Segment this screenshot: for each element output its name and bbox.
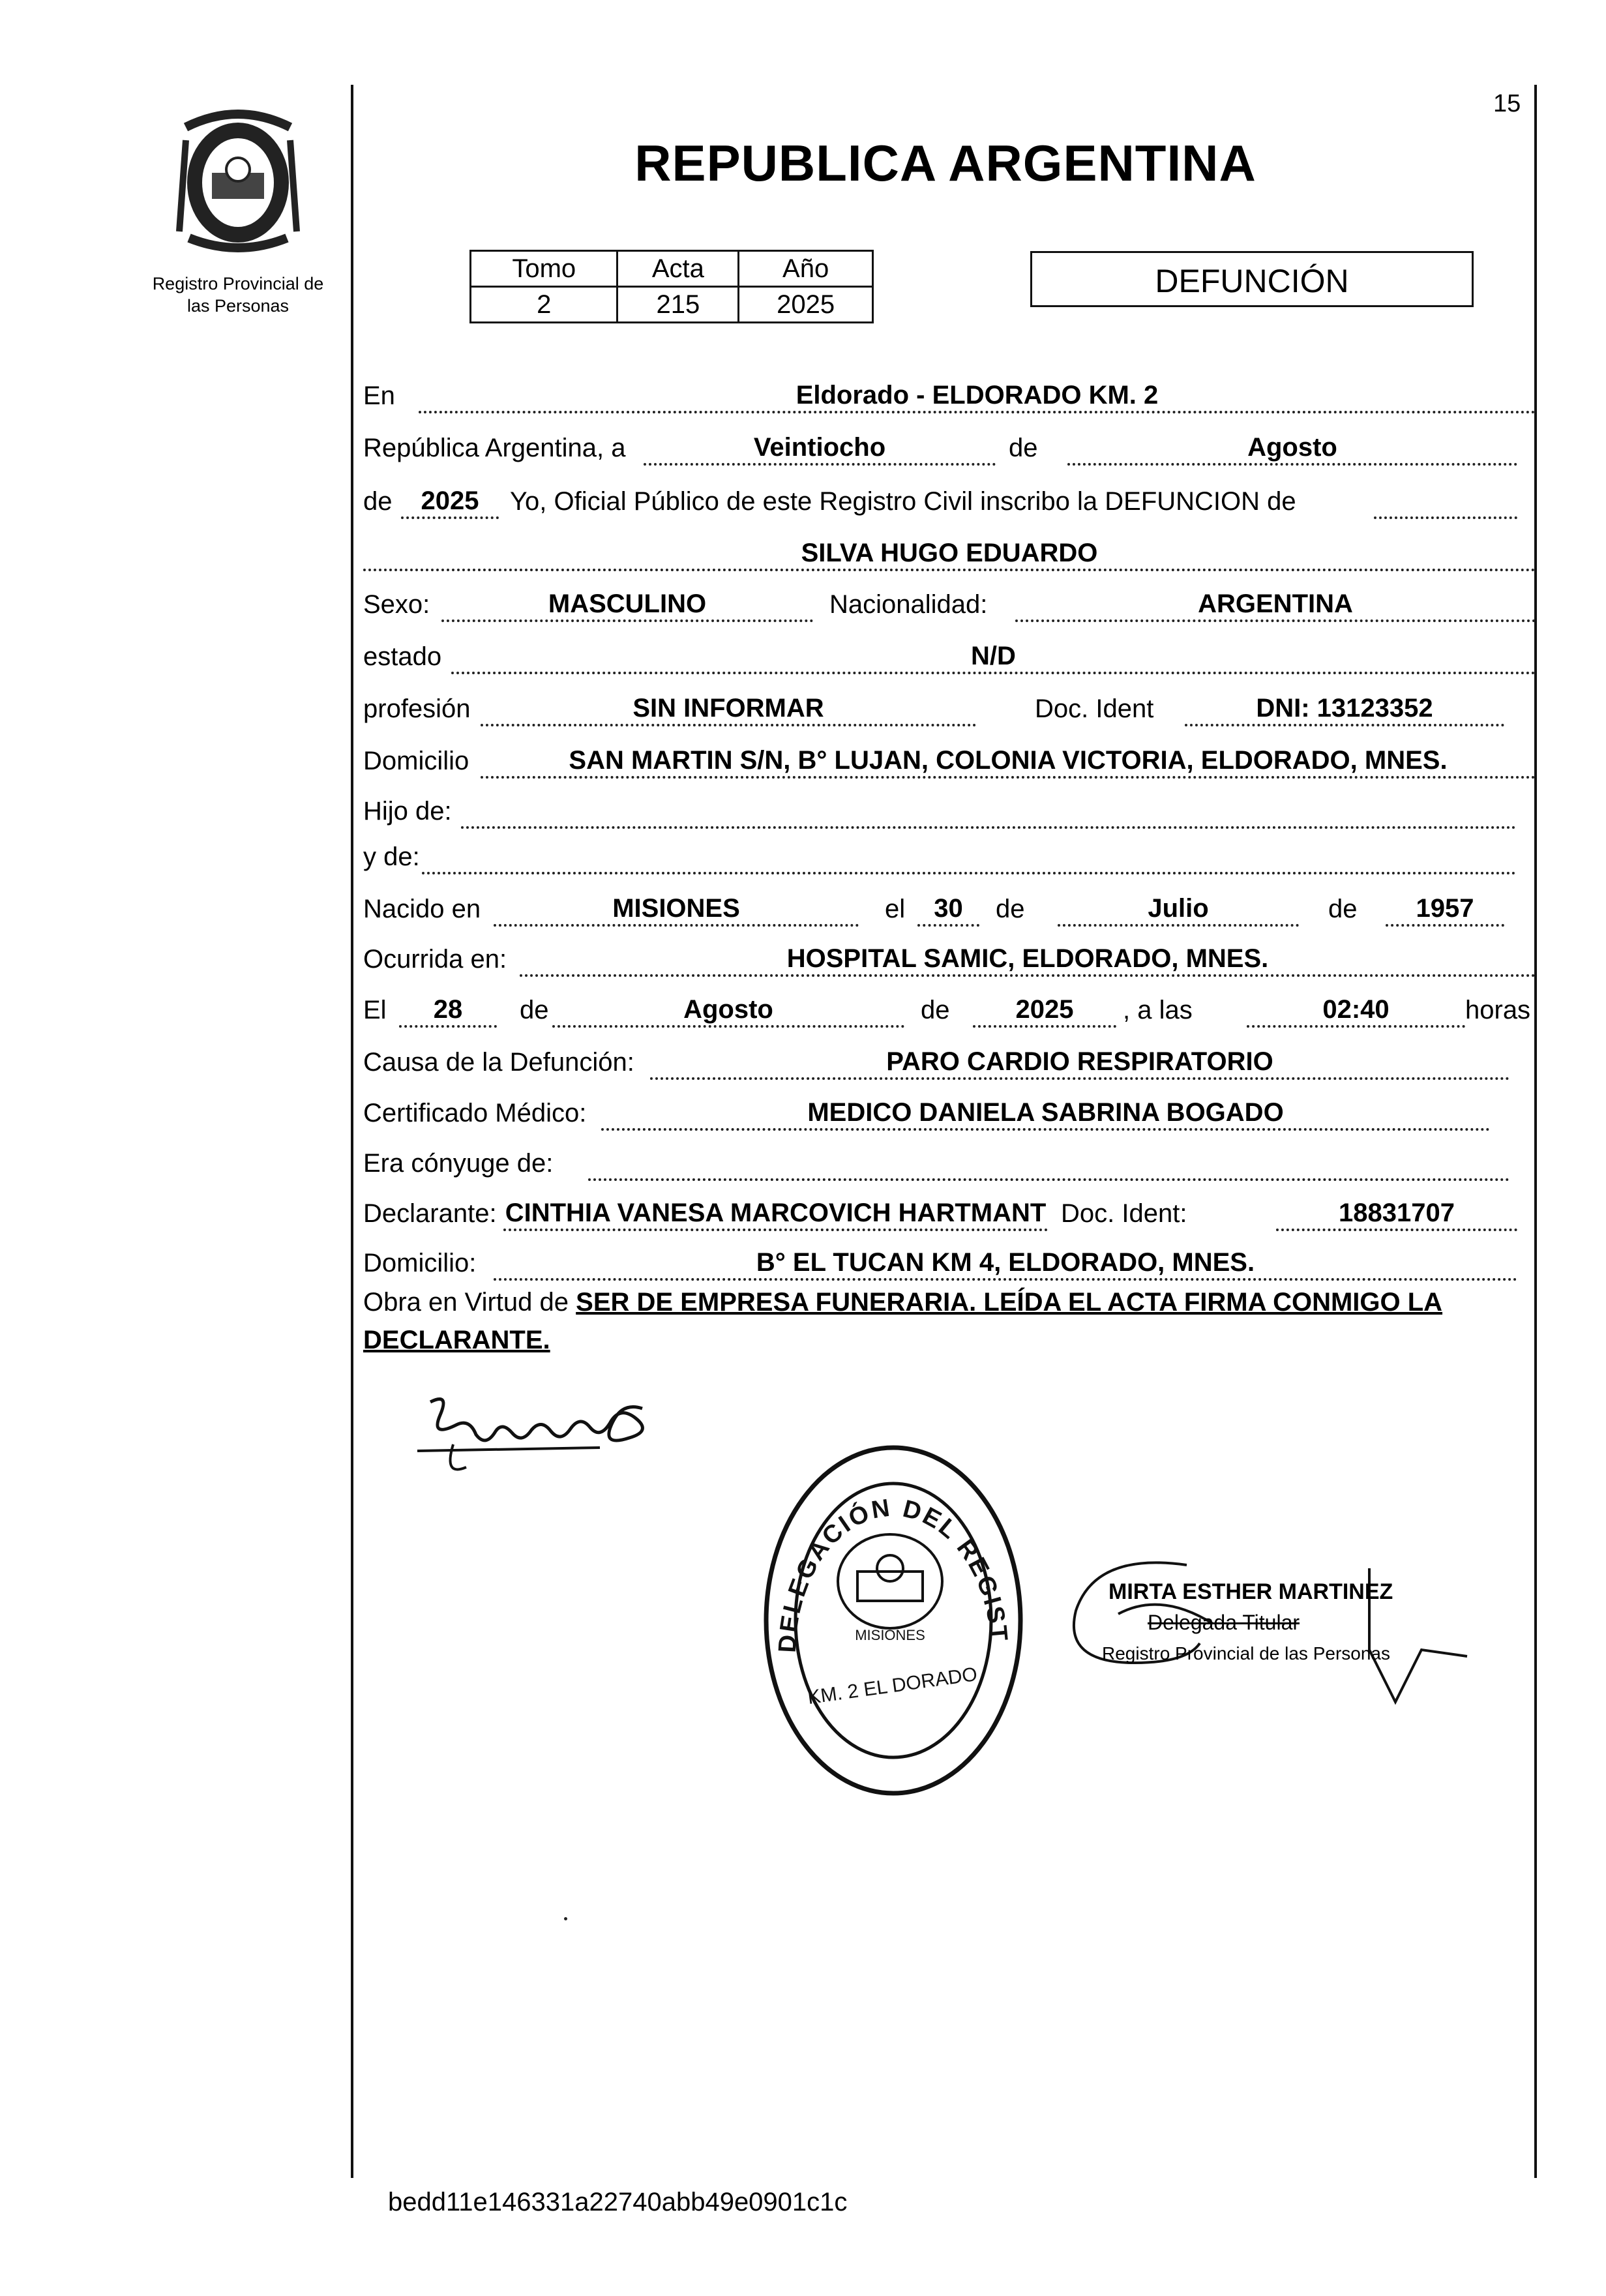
field-nac-anio: 1957: [1386, 893, 1504, 927]
field-nac-dia: 30: [917, 893, 979, 927]
field-estado: N/D: [451, 640, 1536, 674]
field-lugar: Eldorado - ELDORADO KM. 2: [419, 380, 1536, 413]
row-estado: [363, 631, 1536, 677]
label-sexo: Sexo:: [363, 590, 430, 619]
row-domicilio: [363, 736, 1536, 781]
label-causa: Causa de la Defunción:: [363, 1048, 634, 1077]
field-obra: SER DE EMPRESA FUNERARIA. LEÍDA EL ACTA FIRMA CONMIGO LA DECLARANTE.: [363, 1288, 1443, 1354]
label-en: En: [363, 381, 395, 410]
stray-dot: [564, 1917, 567, 1920]
field-certificado: MEDICO DANIELA SABRINA BOGADO: [601, 1097, 1490, 1131]
label-el: el: [885, 895, 906, 923]
field-causa: PARO CARDIO RESPIRATORIO: [650, 1046, 1509, 1080]
label-certificado: Certificado Médico:: [363, 1099, 587, 1127]
label-conyuge: Era cónyuge de:: [363, 1149, 554, 1178]
field-def-dia: 28: [399, 994, 497, 1028]
label-ocurrida: Ocurrida en:: [363, 945, 507, 974]
record-value-tomo: 2: [471, 287, 617, 323]
official-role: Delegada Titular: [1148, 1611, 1300, 1634]
label-domicilio: Domicilio: [363, 747, 469, 775]
label-de-def-anio: de: [921, 996, 950, 1024]
field-nombre: SILVA HUGO EDUARDO: [363, 537, 1536, 571]
label-el-defuncion: El: [363, 996, 387, 1024]
label-yo: Yo, Oficial Público de este Registro Civil inscribo la DEFUNCION de: [510, 487, 1296, 516]
row-lugar: [363, 370, 1536, 416]
field-nacido-en: MISIONES: [494, 893, 859, 927]
row-causa: [363, 1037, 1536, 1082]
svg-text:DELEGACIÓN DEL REGISTRO DE LAS: [756, 1438, 1013, 1653]
seal-ring-text: DELEGACIÓN DEL REGIST: [773, 1494, 1013, 1654]
field-domicilio: SAN MARTIN S/N, B° LUJAN, COLONIA VICTORIA, ELDORADO, MNES.: [481, 745, 1536, 779]
field-y-de: [422, 841, 1516, 874]
label-estado: estado: [363, 642, 442, 671]
label-de-anio-nac: de: [1328, 895, 1358, 923]
row-declarante: [363, 1188, 1536, 1234]
row-conyuge: [363, 1138, 1536, 1184]
record-value-acta: 215: [617, 287, 739, 323]
row-fecha: [363, 423, 1536, 468]
row-nombre: [363, 528, 1536, 574]
label-republica: República Argentina, a: [363, 434, 626, 462]
label-profesion: profesión: [363, 694, 471, 723]
label-obra: Obra en Virtud de: [363, 1288, 569, 1317]
row-hijo: [363, 786, 1536, 831]
row-profesion: [363, 683, 1536, 729]
field-domicilio-declarante: B° EL TUCAN KM 4, ELDORADO, MNES.: [494, 1247, 1517, 1281]
label-domicilio-declarante: Domicilio:: [363, 1249, 477, 1277]
seal-crest-icon: [838, 1534, 942, 1628]
field-declarante: CINTHIA VANESA MARCOVICH HARTMANT: [503, 1197, 1048, 1231]
row-domicilio-declarante: [363, 1238, 1536, 1283]
label-de-anio: de: [363, 487, 393, 516]
obra-en-virtud: [363, 1283, 1537, 1359]
label-declarante: Declarante:: [363, 1199, 497, 1228]
registry-line-2: las Personas: [186, 296, 290, 316]
field-conyuge: [588, 1147, 1509, 1181]
seal-crest-text: MISIONES: [855, 1627, 925, 1643]
official-name: MIRTA ESTHER MARTINEZ: [1108, 1579, 1393, 1604]
province-crest-logo: [160, 101, 316, 258]
field-sexo: MASCULINO: [441, 588, 813, 622]
row-inscribo: [363, 476, 1536, 522]
row-ocurrida: [363, 934, 1536, 979]
act-type-box: DEFUNCIÓN: [1030, 251, 1474, 307]
field-mes: Agosto: [1067, 432, 1517, 466]
registry-name: [127, 273, 349, 317]
left-margin-line: [351, 85, 353, 2178]
field-ocurrida: HOSPITAL SAMIC, ELDORADO, MNES.: [520, 943, 1536, 977]
record-header-acta: Acta: [617, 251, 739, 287]
declarant-signature: [404, 1386, 678, 1497]
row-nacido: [363, 884, 1536, 929]
label-doc-ident: Doc. Ident: [1035, 694, 1154, 723]
label-horas: horas: [1465, 996, 1531, 1024]
label-nacionalidad: Nacionalidad:: [829, 590, 988, 619]
label-y-de: y de:: [363, 842, 420, 871]
page-title: REPUBLICA ARGENTINA: [634, 134, 1257, 192]
seal-inner-text: KM. 2 EL DORADO: [806, 1663, 979, 1709]
row-sexo: [363, 579, 1536, 625]
record-header-tomo: Tomo: [471, 251, 617, 287]
label-de-mes-nac: de: [996, 895, 1025, 923]
official-org: Registro Provincial de las Personas: [1102, 1643, 1390, 1663]
official-signature: [1056, 1552, 1474, 1722]
registry-line-1: Registro Provincial de: [152, 274, 324, 293]
label-hijo: Hijo de:: [363, 797, 452, 826]
label-de: de: [1009, 434, 1038, 462]
field-anio: 2025: [401, 485, 499, 519]
field-dia: Veintiocho: [644, 432, 996, 466]
field-doc-ident: DNI: 13123352: [1185, 693, 1504, 726]
label-de-def: de: [520, 996, 549, 1024]
record-value-anio: 2025: [739, 287, 873, 323]
label-a-las: , a las: [1123, 996, 1193, 1024]
field-def-anio: 2025: [973, 994, 1116, 1028]
field-profesion: SIN INFORMAR: [481, 693, 976, 726]
field-nac-mes: Julio: [1058, 893, 1299, 927]
field-hijo: [461, 795, 1516, 829]
label-nacido: Nacido en: [363, 895, 481, 923]
field-nacionalidad: ARGENTINA: [1015, 588, 1536, 622]
row-fecha-defuncion: [363, 985, 1536, 1030]
record-table: [469, 250, 874, 323]
field-def-mes: Agosto: [552, 994, 904, 1028]
label-doc-declarante: Doc. Ident:: [1061, 1199, 1187, 1228]
document-hash: bedd11e146331a22740abb49e0901c1c: [388, 2188, 848, 2216]
field-doc-declarante: 18831707: [1276, 1197, 1517, 1231]
row-certificado: [363, 1088, 1536, 1133]
page-number: 15: [1493, 90, 1521, 117]
field-hora: 02:40: [1247, 994, 1465, 1028]
row-y-de: [363, 831, 1536, 877]
delegation-seal: [756, 1438, 1030, 1803]
record-header-anio: Año: [739, 251, 873, 287]
field-continuacion: [1374, 485, 1517, 519]
